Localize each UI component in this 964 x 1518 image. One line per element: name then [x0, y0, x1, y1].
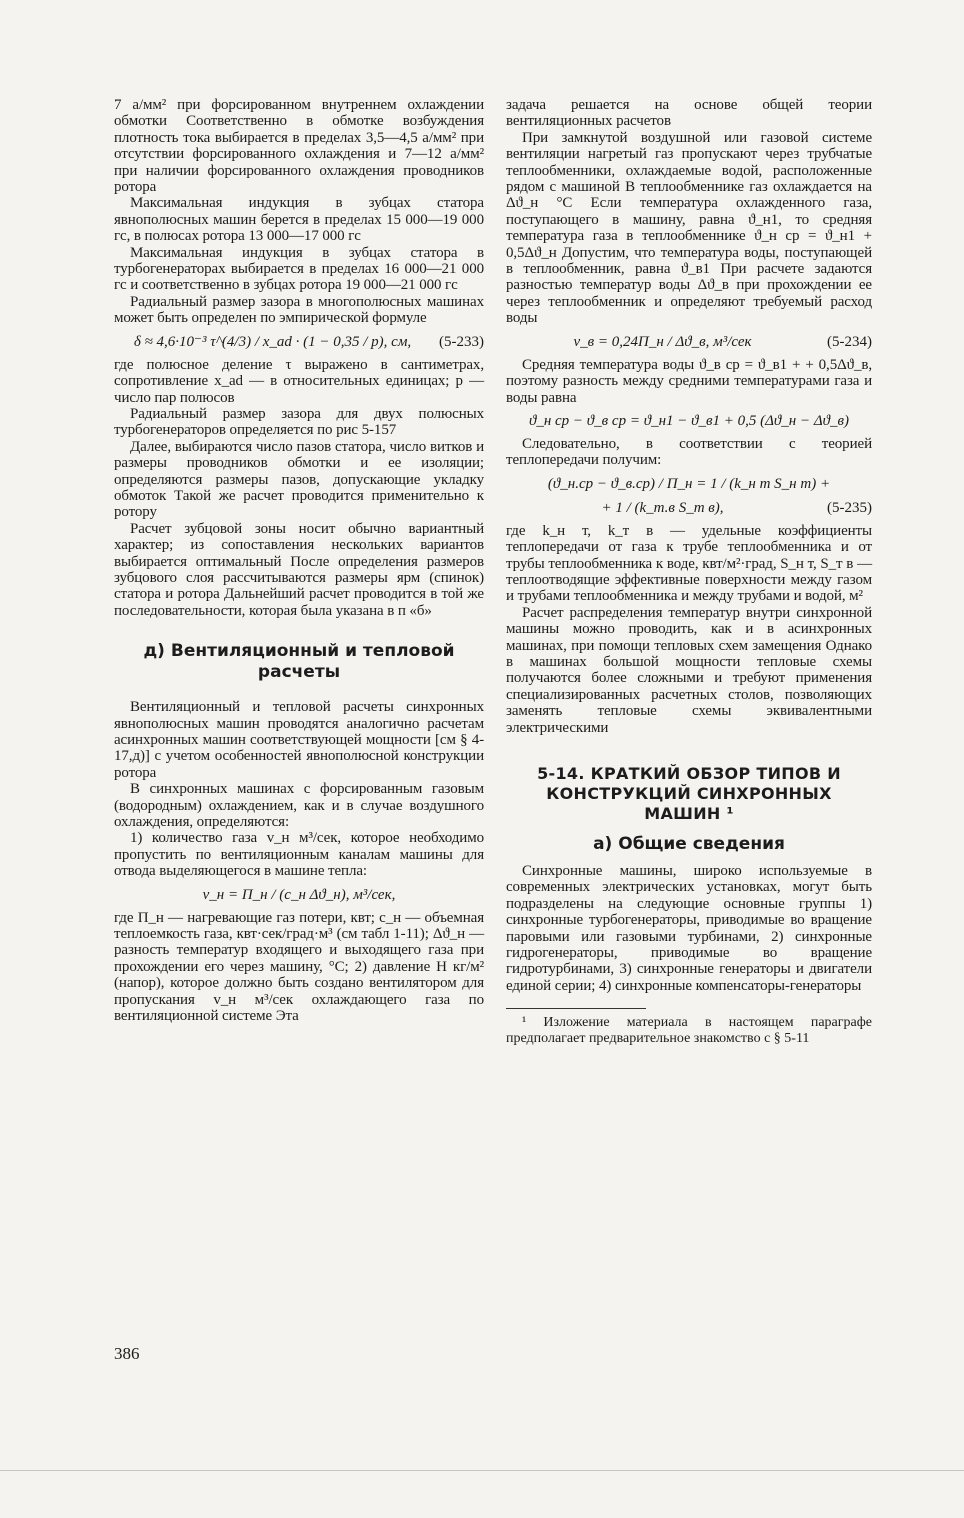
formula-5-233 — [114, 333, 484, 351]
paragraph: Средняя температура воды ϑ_в ср = ϑ_в1 + + 0,5Δϑ_в, поэтому разность между средними температурами газа и воды равна — [506, 356, 872, 406]
paragraph: Далее, выбираются число пазов статора, число витков и размеры проводников обмотки и ее изоляции; определяются размеры пазов, допускающие укладку обмоток Такой же расчет проводится применительно к ротору — [114, 438, 484, 521]
section-heading-5-14: 5-14. КРАТКИЙ ОБЗОР ТИПОВ И КОНСТРУКЦИЙ СИНХРОННЫХ МАШИН ¹ — [537, 764, 841, 823]
formula-expression: δ ≈ 4,6·10⁻³ τ^(4/3) / x_ad · (1 − 0,35 / p), см, — [133, 333, 412, 350]
formula-5-235-line1 — [506, 475, 872, 493]
paragraph: задача решается на основе общей теории вентиляционных расчетов — [506, 97, 872, 130]
formula-number: (5-234) — [827, 333, 872, 350]
left-column — [114, 97, 484, 1025]
formula-expression: v_н = П_н / (c_н Δϑ_н), м³/сек, — [202, 886, 396, 903]
formula-5-234 — [506, 333, 872, 351]
paragraph: где k_н т, k_т в — удельные коэффициенты теплопередачи от газа к трубе теплообменника и от трубы теплообменника к воде, квт/м²·град, S_н т, S_т в — теплоотводящие эффективные поверхности между газом и трубами теплообменника и между трубами и водой, м² — [506, 522, 872, 605]
formula-vn — [114, 886, 484, 904]
formula-number: (5-235) — [827, 499, 872, 516]
paragraph: Радиальный размер зазора в многополюсных машинах может быть определен по эмпирической формуле — [114, 293, 484, 327]
paragraph: Синхронные машины, широко используемые в современных электрических установках, могут быть подразделены на следующие основные группы 1) синхронные турбогенераторы, приводимые во вращение паровыми или газовыми турбинами, 2) синхронные гидрогенераторы, приводимые во вращение гидротурбинами, 3) синхронные генераторы и двигатели единой серии; 4) синхронные компенсаторы-генераторы — [506, 863, 872, 994]
paragraph: Вентиляционный и тепловой расчеты синхронных явнополюсных машин проводятся аналогично расчетам асинхронных машин соответствующей мощности [см § 4-17,д)] с учетом особенностей явнополюсной конструкции ротора — [114, 699, 484, 781]
formula-5-235-line2 — [506, 499, 872, 517]
paragraph: Радиальный размер зазора для двух полюсных турбогенераторов определяется по рис 5-157 — [114, 405, 484, 439]
formula-expression: + 1 / (k_т.в S_т в), — [601, 499, 724, 516]
page-number: 386 — [114, 1344, 140, 1363]
formula-temperature-difference — [506, 412, 872, 430]
paragraph: В синхронных машинах с форсированным газовым (водородным) охлаждением, как и в случае воздушного охлаждения, определяются: — [114, 781, 484, 831]
paragraph: где П_н — нагревающие газ потери, квт; c_н — объемная теплоемкость газа, квт·сек/град·м³ (см табл 1-11); Δϑ_н — разность температур входящего и выходящего газа при прохождении его через машину, °С; 2) давление H кг/м² (напор), которое должно быть создано вентилятором для пропускания v_н м³/сек охлаждающего газа по вентиляционной системе Эта — [114, 909, 484, 1025]
formula-expression: ϑ_н ср − ϑ_в ср = ϑ_н1 − ϑ_в1 + 0,5 (Δϑ_н − Δϑ_в) — [528, 412, 850, 429]
formula-number: (5-233) — [439, 333, 484, 350]
right-column — [506, 97, 872, 1047]
paragraph: 7 а/мм² при форсированном внутреннем охлаждении обмотки Соответственно в обмотке возбуждения плотность тока выбирается в пределах 3,5—4,5 а/мм² при отсутствии форсированного охлаждения и 7—12 а/мм² при наличии форсированного охлаждения проводников ротора — [114, 97, 484, 196]
footnote: ¹ Изложение материала в настоящем параграфе предполагает предварительное знакомство с § 5-11 — [506, 1015, 872, 1047]
paragraph: При замкнутой воздушной или газовой системе вентиляции нагретый газ пропускают через трубчатые теплообменники, охлаждаемые водой, расположенные рядом с машиной В теплообменнике газ охлаждается на Δϑ_н °С Если температура охлажденного газа, поступающего в машину, равна ϑ_н1, то средняя температура газа в теплообменнике ϑ_н ср = ϑ_н1 + 0,5Δϑ_н Допустим, что температура воды, поступающей в теплообменник, равна ϑ_в1 При расчете задаются разностью температур воды Δϑ_в при прохождении ее через теплообменник и определяют требуемый расход воды — [506, 129, 872, 327]
footnote-divider — [506, 1008, 646, 1009]
paragraph: Следовательно, в соответствии с теорией теплопередачи получим: — [506, 435, 872, 469]
formula-expression: (ϑ_н.ср − ϑ_в.ср) / П_н = 1 / (k_н т S_н т) + — [547, 475, 831, 492]
paragraph: Расчет распределения температур внутри синхронной машины можно проводить, как и в асинхронных машинах, при помощи тепловых схем замещения Однако в машинах большой мощности тепловые схемы получаются более сложными и требуют применения специализированных расчетных столов, позволяющих заменять тепловые схемы эквивалентными электрическими — [506, 604, 872, 736]
paragraph: 1) количество газа v_н м³/сек, которое необходимо пропустить по вентиляционным каналам машины для отвода выделяющегося в машине тепла: — [114, 830, 484, 880]
paragraph: где полюсное деление τ выражено в сантиметрах, сопротивление x_ad — в относительных единицах; p — число пар полюсов — [114, 356, 484, 406]
paragraph: Максимальная индукция в зубцах статора явнополюсных машин берется в пределах 15 000—19 000 гс, в полюсах ротора 13 000—17 000 гс — [114, 195, 484, 245]
paragraph: Максимальная индукция в зубцах статора в турбогенераторах выбирается в пределах 16 000—21 000 гс и соответственно в зубцах ротора 19 000—21 000 гс — [114, 244, 484, 294]
scan-edge-line — [0, 1470, 964, 1471]
section-heading-d: д) Вентиляционный и тепловой расчеты — [143, 641, 455, 683]
paragraph: Расчет зубцовой зоны носит обычно вариантный характер; из сопоставления нескольких вариантов выбирается оптимальный После определения размеров зубцового слоя рассчитываются размеры ярм (спинок) статора и ротора Дальнейший расчет проводится в той же последовательности, которая была указана в п «б» — [114, 520, 484, 619]
subsection-heading-a: а) Общие сведения — [593, 834, 785, 854]
formula-expression: v_в = 0,24П_н / Δϑ_в, м³/сек — [573, 333, 752, 350]
